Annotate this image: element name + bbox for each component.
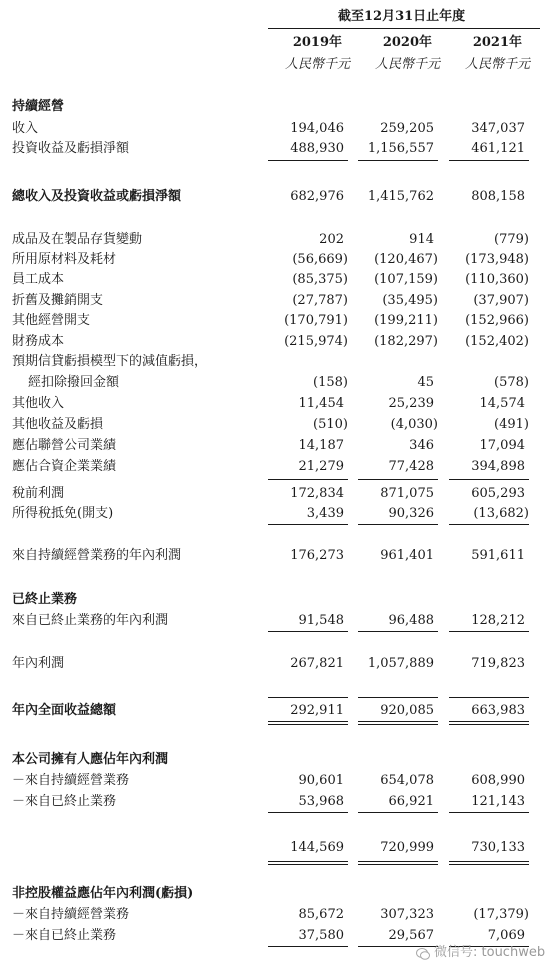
value-2020: 77,428 xyxy=(388,459,434,474)
rule xyxy=(268,721,348,722)
row-label: 應佔聯營公司業績 xyxy=(12,438,117,453)
year-2020: 2020年 xyxy=(382,35,432,50)
value-2020: 920,085 xyxy=(380,703,434,718)
row-label: 持續經營 xyxy=(12,99,65,114)
watermark xyxy=(416,941,545,960)
rule xyxy=(268,946,348,947)
value-2021: 605,293 xyxy=(471,486,525,501)
value-2019: 202 xyxy=(319,232,344,247)
value-2021: (173,948) xyxy=(465,252,529,267)
value-2020: 29,567 xyxy=(388,928,434,943)
value-2019: 194,046 xyxy=(290,121,344,136)
value-2020: 259,205 xyxy=(380,121,434,136)
value-2020: (35,495) xyxy=(382,293,438,308)
watermark-text: 微信号: touchweb xyxy=(434,945,546,960)
rule xyxy=(358,724,438,725)
rule xyxy=(449,697,529,698)
row-label: 非控股權益應佔年內利潤(虧損) xyxy=(12,886,194,901)
value-2021: 394,898 xyxy=(471,459,525,474)
value-2021: 663,983 xyxy=(471,703,525,718)
row-label: 員工成本 xyxy=(12,272,65,287)
year-2019: 2019年 xyxy=(292,35,342,50)
value-2021: (110,360) xyxy=(465,272,529,287)
row-label: 年內利潤 xyxy=(12,656,65,671)
value-2019: 144,569 xyxy=(290,840,344,855)
rule xyxy=(449,524,529,525)
row-label: 其他經營開支 xyxy=(12,313,91,328)
value-2019: 91,548 xyxy=(298,613,344,628)
value-2019: (170,791) xyxy=(284,313,348,328)
value-2021: (13,682) xyxy=(473,506,529,521)
rule xyxy=(268,812,348,813)
row-label: 財務成本 xyxy=(12,334,65,349)
value-2021: (152,402) xyxy=(465,334,529,349)
value-2021: 14,574 xyxy=(479,396,525,411)
unit-2019: 人民幣千元 xyxy=(284,57,350,72)
rule xyxy=(358,160,438,161)
rule xyxy=(449,160,529,161)
row-label: 投資收益及虧損淨額 xyxy=(12,141,130,156)
row-label: 其他收入 xyxy=(12,396,65,411)
value-2020: 720,999 xyxy=(380,840,434,855)
value-2020: (4,030) xyxy=(390,417,438,432)
rule xyxy=(358,721,438,722)
rule xyxy=(268,631,348,632)
value-2021: 128,212 xyxy=(471,613,525,628)
rule xyxy=(449,631,529,632)
value-2020: 654,078 xyxy=(380,773,434,788)
row-label: －來自持續經營業務 xyxy=(12,907,130,922)
row-label: 應佔合資企業業績 xyxy=(12,459,117,474)
value-2021: (578) xyxy=(494,375,529,390)
value-2021: 461,121 xyxy=(471,141,525,156)
value-2019: 3,439 xyxy=(306,506,344,521)
rule xyxy=(358,631,438,632)
value-2021: (37,907) xyxy=(473,293,529,308)
period-underline xyxy=(268,28,540,29)
value-2021: 17,094 xyxy=(479,438,525,453)
row-label: 總收入及投資收益或虧損淨額 xyxy=(12,189,182,204)
rule xyxy=(449,724,529,725)
value-2020: 307,323 xyxy=(380,907,434,922)
value-2019: (215,974) xyxy=(284,334,348,349)
value-2020: 914 xyxy=(409,232,434,247)
value-2020: 346 xyxy=(409,438,434,453)
value-2020: 25,239 xyxy=(388,396,434,411)
value-2021: 730,133 xyxy=(471,840,525,855)
rule xyxy=(358,861,438,862)
value-2020: 871,075 xyxy=(380,486,434,501)
rule xyxy=(268,160,348,161)
value-2021: 591,611 xyxy=(471,548,525,563)
value-2019: 176,273 xyxy=(290,548,344,563)
unit-2020: 人民幣千元 xyxy=(374,57,440,72)
rule xyxy=(268,697,348,698)
rule xyxy=(449,812,529,813)
rule xyxy=(268,479,348,480)
value-2019: 172,834 xyxy=(290,486,344,501)
rule xyxy=(358,864,438,865)
value-2021: (152,966) xyxy=(465,313,529,328)
rule xyxy=(449,721,529,722)
value-2020: (107,159) xyxy=(374,272,438,287)
year-2021: 2021年 xyxy=(472,35,522,50)
value-2021: 347,037 xyxy=(471,121,525,136)
value-2021: 608,990 xyxy=(471,773,525,788)
value-2021: 7,069 xyxy=(487,928,525,943)
wechat-icon xyxy=(416,945,430,957)
row-label: 稅前利潤 xyxy=(12,486,65,501)
row-label: －來自持續經營業務 xyxy=(12,773,130,788)
row-label: 收入 xyxy=(12,121,39,136)
row-label: 所用原材料及耗材 xyxy=(12,252,117,267)
value-2019: (85,375) xyxy=(292,272,348,287)
value-2019: 14,187 xyxy=(298,438,344,453)
value-2020: 66,921 xyxy=(388,794,434,809)
rule xyxy=(358,524,438,525)
rule xyxy=(449,864,529,865)
value-2020: 1,156,557 xyxy=(367,141,434,156)
value-2019: 11,454 xyxy=(298,396,344,411)
rule xyxy=(358,812,438,813)
rule xyxy=(358,697,438,698)
row-label: 其他收益及虧損 xyxy=(12,417,104,432)
period-title: 截至12月31日止年度 xyxy=(338,9,466,24)
row-label: 預期信貸虧損模型下的減值虧損， xyxy=(12,354,208,369)
value-2019: 682,976 xyxy=(290,189,344,204)
value-2019: (27,787) xyxy=(292,293,348,308)
value-2021: 719,823 xyxy=(471,656,525,671)
value-2021: (779) xyxy=(494,232,529,247)
row-label: －來自已終止業務 xyxy=(12,794,117,809)
row-label: 折舊及攤銷開支 xyxy=(12,293,104,308)
value-2020: 45 xyxy=(417,375,434,390)
value-2021: (491) xyxy=(494,417,529,432)
value-2020: 90,326 xyxy=(388,506,434,521)
value-2021: (17,379) xyxy=(473,907,529,922)
row-label: 已終止業務 xyxy=(12,592,78,607)
row-label: 來自已終止業務的年內利潤 xyxy=(12,613,169,628)
row-label: 成品及在製品存貨變動 xyxy=(12,232,143,247)
value-2020: 96,488 xyxy=(388,613,434,628)
value-2020: (199,211) xyxy=(374,313,438,328)
value-2020: (182,297) xyxy=(374,334,438,349)
value-2020: 961,401 xyxy=(380,548,434,563)
value-2019: 90,601 xyxy=(298,773,344,788)
value-2019: 21,279 xyxy=(298,459,344,474)
rule xyxy=(358,479,438,480)
rule xyxy=(268,864,348,865)
value-2019: 37,580 xyxy=(298,928,344,943)
value-2019: (56,669) xyxy=(292,252,348,267)
row-label: 年內全面收益總額 xyxy=(12,703,117,718)
unit-2021: 人民幣千元 xyxy=(464,57,530,72)
value-2019: 488,930 xyxy=(290,141,344,156)
rule xyxy=(449,479,529,480)
value-2019: 53,968 xyxy=(298,794,344,809)
value-2020: 1,057,889 xyxy=(367,656,434,671)
row-label: 經扣除撥回金額 xyxy=(28,375,120,390)
row-label: 所得稅抵免(開支) xyxy=(12,506,114,521)
value-2019: 267,821 xyxy=(290,656,344,671)
value-2019: 292,911 xyxy=(290,703,344,718)
row-label: －來自已終止業務 xyxy=(12,928,117,943)
value-2019: (158) xyxy=(313,375,348,390)
rule xyxy=(449,861,529,862)
value-2019: 85,672 xyxy=(298,907,344,922)
value-2019: (510) xyxy=(313,417,348,432)
rule xyxy=(268,724,348,725)
rule xyxy=(268,524,348,525)
value-2021: 121,143 xyxy=(471,794,525,809)
row-label: 本公司擁有人應佔年內利潤 xyxy=(12,752,169,767)
rule xyxy=(268,861,348,862)
value-2020: (120,467) xyxy=(374,252,438,267)
value-2021: 808,158 xyxy=(471,189,525,204)
value-2020: 1,415,762 xyxy=(367,189,434,204)
row-label: 來自持續經營業務的年內利潤 xyxy=(12,548,182,563)
